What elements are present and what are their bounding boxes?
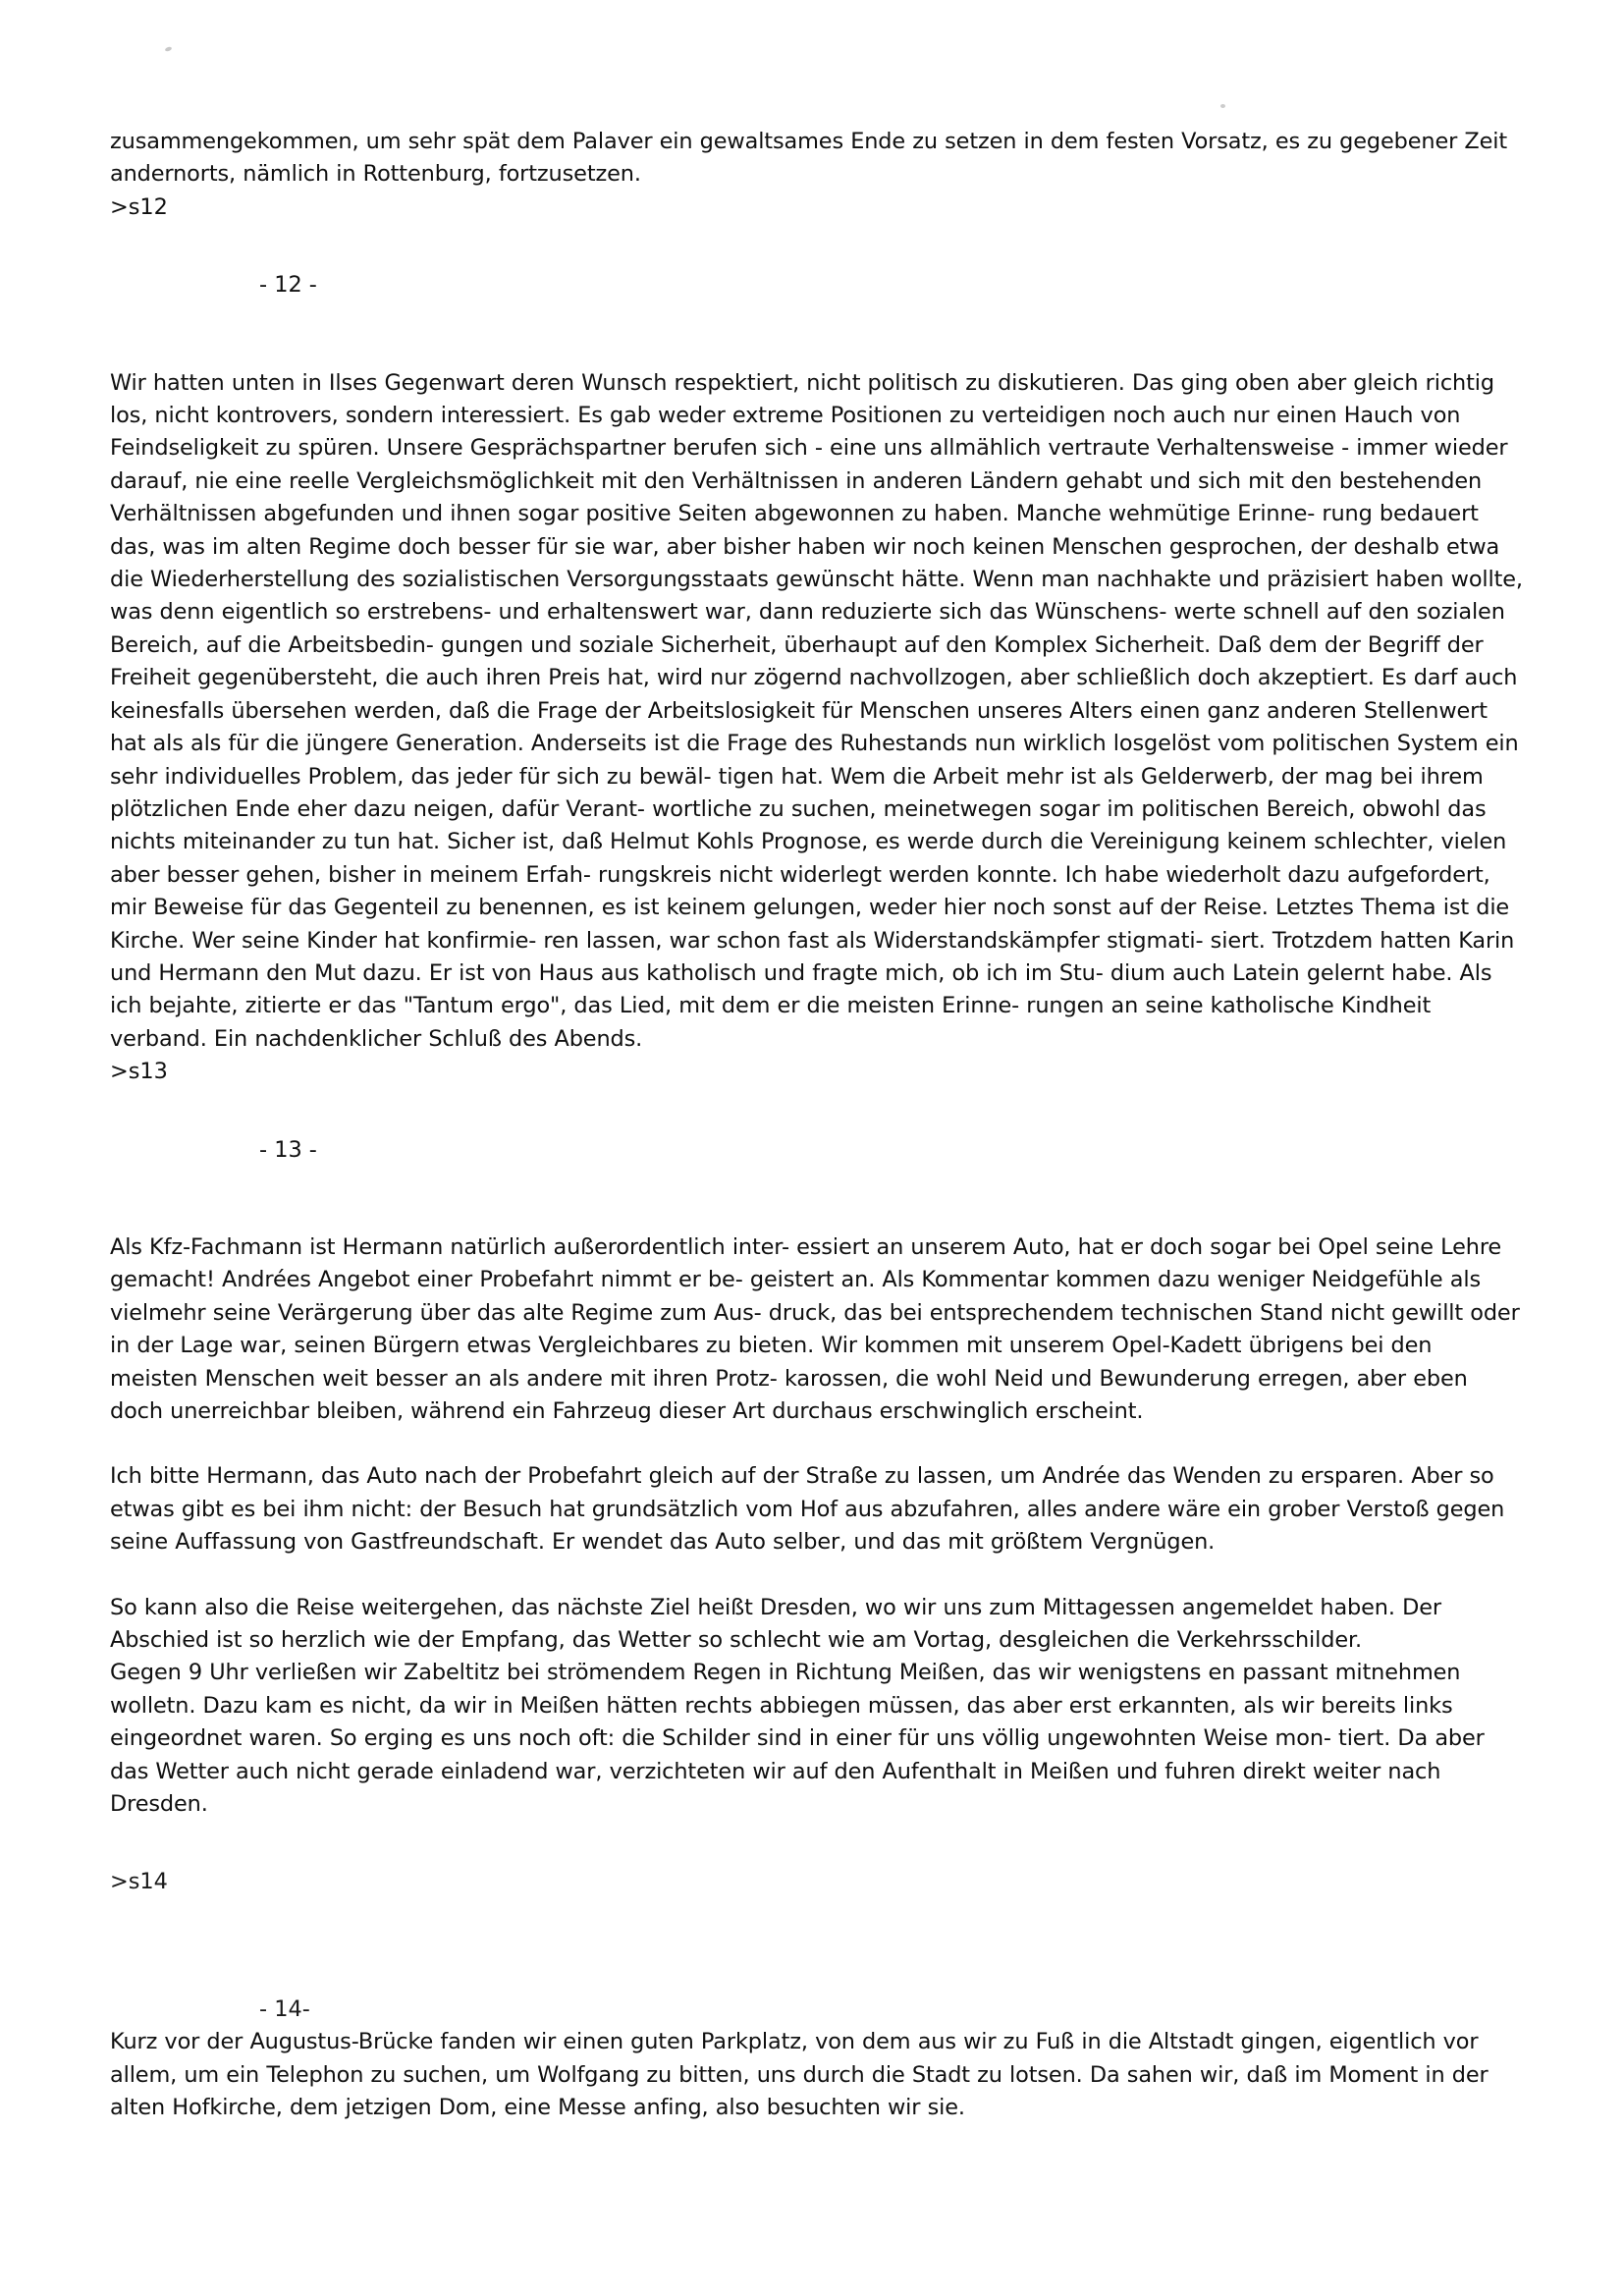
paragraph-page-12-body: Wir hatten unten in Ilses Gegenwart deren Wunsch respektiert, nicht politisch zu diskutieren. Das ging oben aber gleich richtig los, nicht kontrovers, sondern interessiert. Es gab weder extreme Positionen zu verteidigen noch auch nur einen Hauch von Feindseligkeit zu spüren. Unsere Gesprächspartner berufen sich - eine uns allmählich vertraute Verhaltensweise - immer wieder darauf, nie eine reelle Vergleichsmöglichkeit mit den Verhältnissen in anderen Ländern gehabt und sich mit den bestehenden Verhältnissen abgefunden und ihnen sogar positive Seiten abgewonnen zu haben. Manche wehmütige Erinne- rung bedauert das, was im alten Regime doch besser für sie war, aber bisher haben wir noch keinen Menschen gesprochen, der deshalb etwa die Wiederherstellung des sozialistischen Versorgungsstaats gewünscht hätte. Wenn man nachhakte und präzisiert haben wollte, was denn eigentlich so erstrebens- und erhaltenswert war, dann reduzierte sich das Wünschens- werte schnell auf den sozialen Bereich, auf die Arbeitsbedin- gungen und soziale Sicherheit, überhaupt auf den Komplex Sicherheit. Daß dem der Begriff der Freiheit gegenübersteht, die auch ihren Preis hat, wird nur zögernd nachvollzogen, aber schließlich doch akzeptiert. Es darf auch keinesfalls übersehen werden, daß die Frage der Arbeitslosigkeit für Menschen unseres Alters einen ganz anderen Stellenwert hat als als für die jüngere Generation. Anderseits ist die Frage des Ruhestands nun wirklich losgelöst vom politischen System ein sehr individuelles Problem, das jeder für sich zu bewäl- tigen hat. Wem die Arbeit mehr ist als Gelderwerb, der mag bei ihrem plötzlichen Ende eher dazu neigen, dafür Verant- wortliche zu suchen, meinetwegen sogar im politischen Bereich, obwohl das nichts miteinander zu tun hat. Sicher ist, daß Helmut Kohls Prognose, es werde durch die Vereinigung keinem schlechter, vielen aber besser gehen, bisher in meinem Erfah- rungskreis nicht widerlegt werden konnte. Ich habe wiederholt dazu aufgefordert, mir Beweise für das Gegenteil zu benennen, es ist keinem gelungen, weder hier noch sonst auf der Reise. Letztes Thema ist die Kirche. Wer seine Kinder hat konfirmie- ren lassen, war schon fast als Widerstandskämpfer stigmati- siert. Trotzdem hatten Karin und Hermann den Mut dazu. Er ist von Haus aus katholisch und fragte mich, ob ich im Stu- dium auch Latein gelernt habe. Als ich bejahte, zitierte er das "Tantum ergo", das Lied, mit dem er die meisten Erinne- rungen an seine katholische Kindheit verband. Ein nachdenklicher Schluß des Abends. [110,369,1523,1052]
paragraph-page-13-b: Ich bitte Hermann, das Auto nach der Probefahrt gleich auf der Straße zu lassen, um Andrée das Wenden zu ersparen. Aber so etwas gibt es bei ihm nicht: der Besuch hat grundsätzlich vom Hof aus abzufahren, alles andere wäre ein grober Verstoß gegen seine Auffassung von Gastfreundschaft. Er wendet das Auto selber, und das mit größtem Vergnügen. [110,1463,1505,1556]
section-marker-s13: >s13 [110,1059,168,1085]
paragraph-page-14-body: Kurz vor der Augustus-Brücke fanden wir einen guten Parkplatz, von dem aus wir zu Fuß in die Altstadt gingen, eigentlich vor allem, um ein Telephon zu suchen, um Wolfgang zu bitten, uns durch die Stadt zu lotsen. Da sahen wir, daß im Moment in der alten Hofkirche, dem jetzigen Dom, eine Messe anfing, also besuchten wir sie. [110,2029,1489,2121]
spacer [110,224,1524,269]
page-number-13: - 13 - [259,1136,317,1163]
section-marker-s12: >s12 [110,193,168,220]
spacer [110,1899,1524,1994]
spacer [110,1559,1524,1592]
scan-speck-icon [1220,104,1225,108]
spacer [110,1167,1524,1231]
scan-speck-icon [165,46,173,52]
section-marker-s14: >s14 [110,1869,168,1895]
spacer [110,302,1524,367]
paragraph-page-13-d: Gegen 9 Uhr verließen wir Zabeltitz bei strömendem Regen in Richtung Meißen, das wir wenigstens en passant mitnehmen wolletn. Dazu kam es nicht, da wir in Meißen hätten rechts abbiegen müssen, das aber erst erkannten, als wir bereits links eingeordnet waren. So erging es uns noch oft: die Schilder sind in einer für uns völlig ungewohnten Weise mon- tiert. Da aber das Wetter auch nicht gerade einladend war, verzichteten wir auf den Aufenthalt in Meißen und fuhren direkt weiter nach Dresden. [110,1660,1485,1818]
spacer [110,1428,1524,1460]
page-number-12: - 12 - [259,272,317,299]
document-text-column [110,126,1524,2125]
spacer [110,1089,1524,1134]
paragraph-page-13-c: So kann also die Reise weitergehen, das nächste Ziel heißt Dresden, wo wir uns zum Mittagessen angemeldet haben. Der Abschied ist so herzlich wie der Empfang, das Wetter so schlecht wie am Vortag, desgleichen die Verkehrsschilder. [110,1594,1441,1654]
page-number-14: - 14- [259,1995,310,2022]
spacer [110,1821,1524,1866]
paragraph-page-13-a: Als Kfz-Fachmann ist Hermann natürlich außerordentlich inter- essiert an unserem Auto, hat er doch sogar bei Opel seine Lehre gemacht! Andrées Angebot einer Probefahrt nimmt er be- geistert an. Als Kommentar kommen dazu weniger Neidgefühle als vielmehr seine Verärgerung über das alte Regime zum Aus- druck, das bei entsprechendem technischen Stand nicht gewillt oder in der Lage war, seinen Bürgern etwas Vergleichbares zu bieten. Wir kommen mit unserem Opel-Kadett übrigens bei den meisten Menschen weit besser an als andere mit ihren Protz- karossen, die wohl Neid und Bewunderung erregen, aber eben doch unerreichbar bleiben, während ein Fahrzeug dieser Art durchaus erschwinglich erscheint. [110,1233,1520,1424]
paragraph-intro: zusammengekommen, um sehr spät dem Palaver ein gewaltsames Ende zu setzen in dem festen Vorsatz, es zu gegebener Zeit andernorts, nämlich in Rottenburg, fortzusetzen. [110,129,1508,188]
